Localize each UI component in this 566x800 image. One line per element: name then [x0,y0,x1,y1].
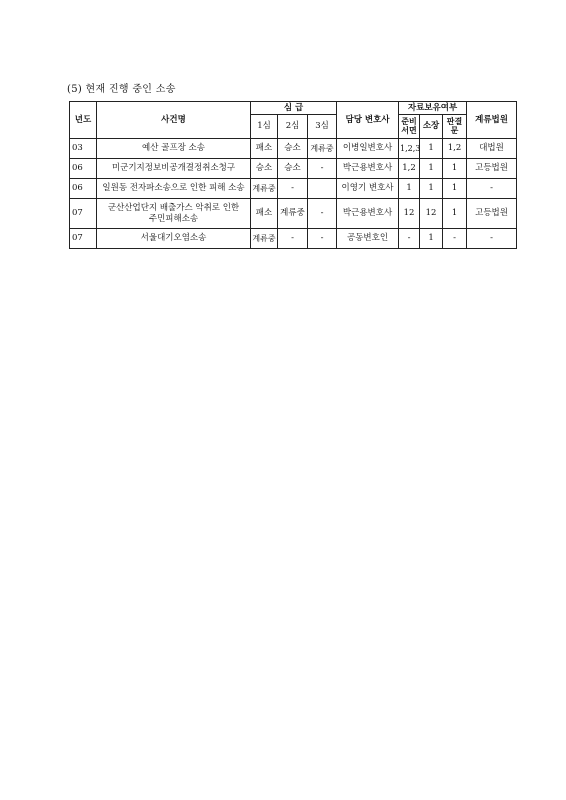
cell-lawyer: 이영기 변호사 [337,179,399,199]
cell-complaint: 12 [420,199,443,229]
header-judgment: 판결문 [443,115,467,139]
cell-court: 대법원 [467,139,517,159]
cell-year: 07 [70,199,97,229]
header-instance-3: 3심 [308,115,337,139]
cell-year: 06 [70,179,97,199]
cell-judgment: 1,2 [443,139,467,159]
cell-instance-2: 승소 [278,139,308,159]
header-complaint: 소장 [420,115,443,139]
cell-case-name: 미군기지정보비공개결정취소청구 [97,159,251,179]
table-row [70,179,517,199]
cell-court: 고등법원 [467,199,517,229]
cell-instance-1: 승소 [251,159,278,179]
cell-complaint: 1 [420,139,443,159]
cell-judgment: 1 [443,199,467,229]
cell-instance-2: - [278,229,308,249]
cell-brief: 1,2,3 [399,139,420,159]
case-name-line-1: 군산산업단지 배출가스 악취로 인한 [107,202,240,213]
cell-brief: 1,2 [399,159,420,179]
header-instance-1: 1심 [251,115,278,139]
cell-lawyer: 박근용변호사 [337,199,399,229]
cell-instance-3: 계류중 [308,139,337,159]
cell-brief: - [399,229,420,249]
header-pending-court: 계류법원 [467,102,517,139]
header-year: 년도 [70,102,97,139]
cell-case-name: 일원동 전자파소송으로 인한 피해 소송 [97,179,251,199]
cell-case-name [97,199,251,229]
cell-instance-2: - [278,179,308,199]
header-materials-group: 자료보유여부 [399,102,467,115]
cell-case-name: 서울대기오염소송 [97,229,251,249]
cell-brief: 12 [399,199,420,229]
cell-judgment: 1 [443,159,467,179]
cell-case-name: 예산 골프장 소송 [97,139,251,159]
cell-year: 06 [70,159,97,179]
header-lawyer: 담당 변호사 [337,102,399,139]
case-name-line-2: 주민피해소송 [148,213,199,224]
cell-instance-2: 승소 [278,159,308,179]
cell-complaint: 1 [420,159,443,179]
cell-instance-3: - [308,159,337,179]
header-instance-2: 2심 [278,115,308,139]
table-row [70,199,517,229]
cell-instance-1: 패소 [251,199,278,229]
cell-lawyer: 박근용변호사 [337,159,399,179]
section-heading: (5) 현재 진행 중인 소송 [67,84,176,95]
cell-instance-1: 계류중 [251,229,278,249]
header-case-name: 사건명 [97,102,251,139]
cell-instance-3: - [308,229,337,249]
cell-year: 07 [70,229,97,249]
cell-year: 03 [70,139,97,159]
cell-instance-1: 패소 [251,139,278,159]
header-brief: 준비서면 [399,115,420,139]
cell-judgment: - [443,229,467,249]
cell-court: 고등법원 [467,159,517,179]
cell-instance-3 [308,179,337,199]
cell-lawyer: 이병일변호사 [337,139,399,159]
cell-court: - [467,179,517,199]
cell-judgment: 1 [443,179,467,199]
cell-court: - [467,229,517,249]
cell-instance-3: - [308,199,337,229]
lawsuit-table [69,101,517,249]
table-row [70,229,517,249]
header-instance-group: 심 급 [251,102,337,115]
cell-lawyer: 공동변호인 [337,229,399,249]
table-row [70,139,517,159]
cell-instance-1: 계류중 [251,179,278,199]
cell-brief: 1 [399,179,420,199]
cell-complaint: 1 [420,229,443,249]
cell-instance-2: 계류중 [278,199,308,229]
table-row [70,159,517,179]
cell-complaint: 1 [420,179,443,199]
header-row-top [70,102,517,115]
